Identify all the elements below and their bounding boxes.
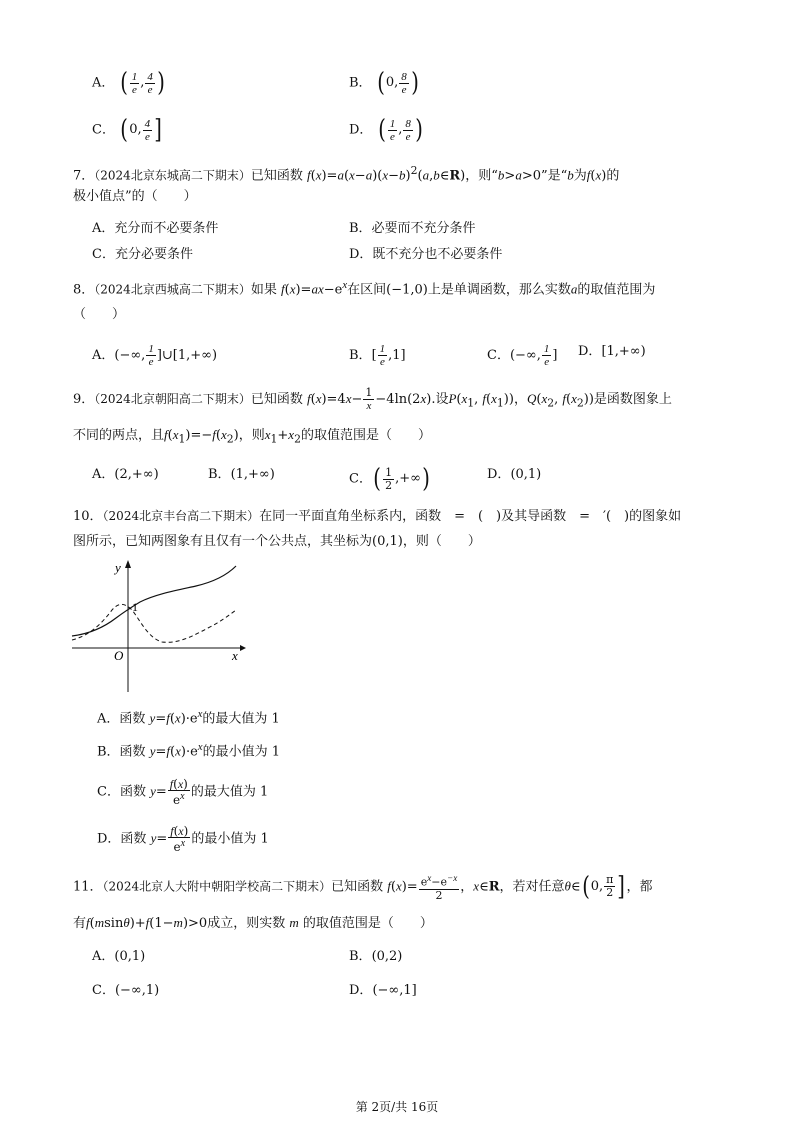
q11-stem-line1: 11．（2024北京人大附中朝阳学校高二下期末）已知函数 f(x)= $\frac{e^x-e^{-x}}{2}$ ，x∈R，若对任意θ∈(0, $\frac{\pi}{2}$ ]，都	[73, 871, 653, 902]
q11-stem-line2: 有f(msinθ)+f(1−m)>0成立，则实数 m 的取值范围是（ ）	[73, 915, 433, 931]
q11-option-b: B．(0,2)	[349, 949, 403, 964]
q7-option-d: D．既不充分也不必要条件	[349, 247, 503, 262]
q8-stem-line2: （ ）	[73, 307, 126, 322]
q11-option-c: C．(−∞,1)	[92, 983, 160, 998]
q10-stem-line2: 图所示，已知两图象有且仅有一个公共点，其坐标为(0,1)，则（ ）	[73, 534, 481, 549]
q8-option-a: A．(−∞, $\frac{1}{e}$ ]∪[1,+∞)	[92, 343, 218, 368]
q6-option-c: C． (0, $\frac{4}{e}$ ]	[92, 115, 163, 145]
graph-y-label: y	[115, 560, 121, 575]
q6-option-a: A． ( $\frac{1}{e}$ , $\frac{4}{e}$ )	[92, 68, 165, 98]
q8-stem-line1: 8．（2024北京西城高二下期末）如果 $f(x)=ax-e^x$在区间(−1,0)上是单调函数，那么实数a的取值范围为	[73, 279, 656, 298]
q9-option-b: B．(1,+∞)	[208, 467, 275, 482]
q10-option-d: D．函数 y= $\frac{f(x)}{e^x}$ 的最小值为 1	[97, 824, 269, 854]
q10-function-graph	[68, 556, 248, 696]
q7-option-a: A．充分而不必要条件	[92, 221, 219, 236]
q9-option-d: D．(0,1)	[487, 467, 542, 482]
q7-stem-line1: 7．（2024北京东城高二下期末）已知函数 $f(x)=a(x-a)(x-b)^2(a,b\in R)$，则“b>a>0”是“b为f(x)的	[73, 164, 620, 184]
graph-point-label: 1	[132, 600, 138, 614]
q9-option-a: A．(2,+∞)	[92, 467, 159, 482]
q10-stem-line1: 10．（2024北京丰台高二下期末）在同一平面直角坐标系内，函数 = ( )及其导函数 = ′( )的图象如	[73, 509, 682, 524]
graph-x-label: x	[232, 648, 238, 663]
graph-origin-label: O	[114, 648, 124, 663]
curve-f-solid	[72, 566, 236, 636]
q11-option-a: A．(0,1)	[92, 949, 146, 964]
q10-option-b: B．函数 $y=f(x)\cdot e^x$的最小值为 1	[97, 741, 280, 760]
q8-option-d: D．[1,+∞)	[578, 344, 646, 359]
x-axis-arrow	[240, 645, 246, 651]
q9-stem-line2: 不同的两点，且$f(x_1)=-f(x_2)$，则$x_1+x_2$的取值范围是（ ）	[73, 427, 431, 446]
q8-option-b: B．[ $\frac{1}{e}$ ,1]	[349, 343, 406, 368]
q7-option-c: C．充分必要条件	[92, 247, 193, 262]
q6-option-d: D． ( $\frac{1}{e}$ , $\frac{8}{e}$ )	[349, 115, 423, 145]
curve-fprime-dashed	[72, 604, 236, 642]
page-footer: 第 2页/共 16页	[355, 1100, 439, 1114]
q6-option-b: B． (0, $\frac{8}{e}$ )	[349, 68, 419, 98]
q8-option-c: C．(−∞, $\frac{1}{e}$ ]	[487, 343, 558, 368]
q10-option-c: C．函数 y= $\frac{f(x)}{e^x}$ 的最大值为 1	[97, 777, 269, 807]
q9-option-c: C．( $\frac{1}{2}$ ,+∞)	[349, 464, 430, 494]
q7-stem-line2: 极小值点”的（ ）	[73, 189, 197, 204]
q9-stem-line1: 9．（2024北京朝阳高二下期末）已知函数 f(x)=4x− $\frac{1}{x}$ −4ln(2x).设$P(x_1$, $f(x_1)$)，$Q(x_2$, $f(x_2)$)是函数图象上	[73, 386, 672, 412]
q7-option-b: B．必要而不充分条件	[349, 221, 476, 236]
q10-option-a: A．函数 $y=f(x)\cdot e^x$的最大值为 1	[97, 708, 280, 727]
q11-option-d: D．(−∞,1]	[349, 983, 417, 998]
y-axis-arrow	[125, 560, 131, 568]
